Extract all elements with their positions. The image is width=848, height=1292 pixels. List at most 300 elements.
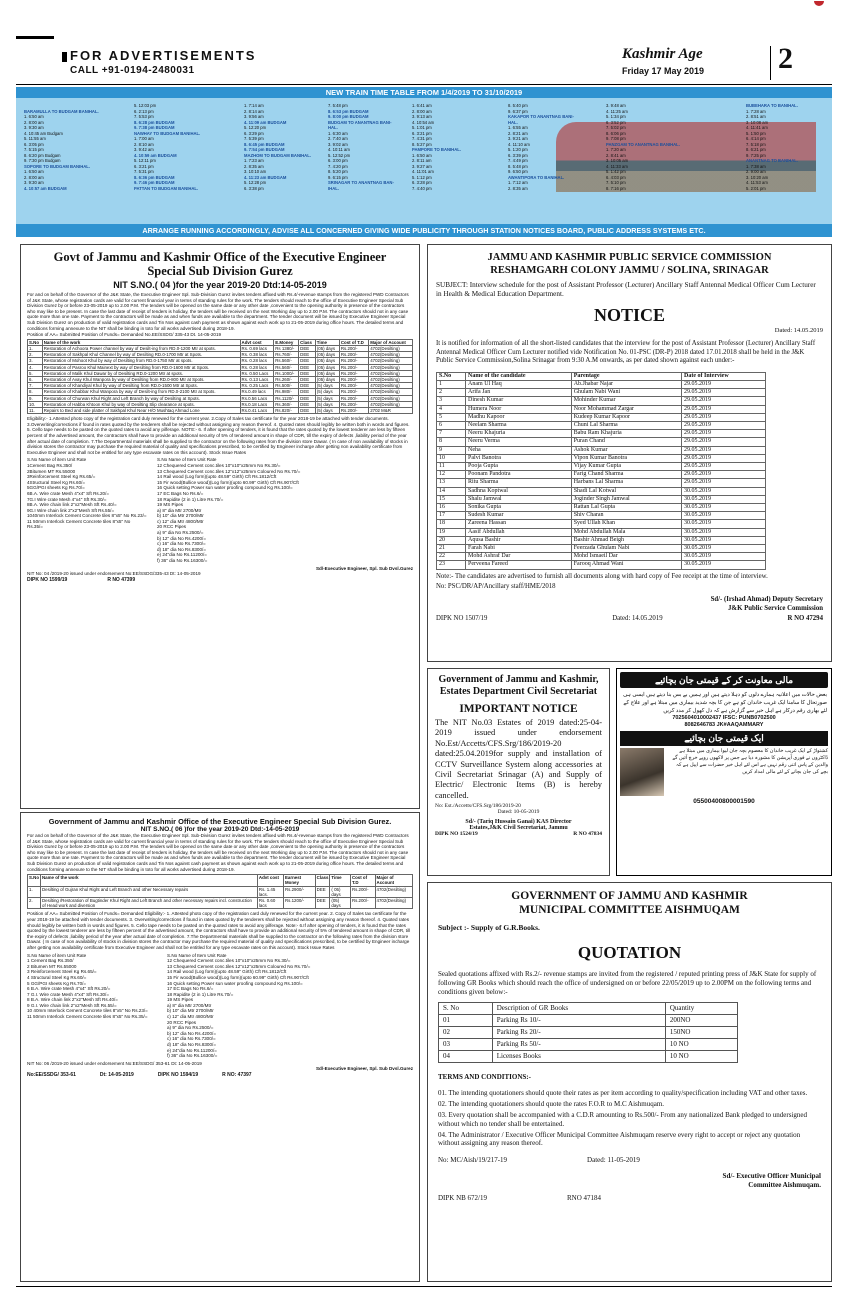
train-time-line: 2. 8:00 am [24, 174, 44, 180]
tender1-table-header-cell: Advt cost [240, 339, 274, 345]
psc-table-row [437, 446, 766, 454]
tender1-table-cell: (5) days [315, 383, 339, 389]
tender2-table-cell: Rs. 0.60 lacs [257, 897, 283, 908]
train-time-line: 8. 5:40 pm [508, 103, 528, 108]
municipal-table-cell: 200NO [665, 1015, 737, 1027]
train-time-line: 2. 8:14 am [244, 108, 264, 114]
train-time-line: 4. 11:33 am [606, 163, 628, 169]
tender1-table-cell: DEE [299, 383, 316, 389]
estates-dipk: DIPK NO 1524/19 [435, 831, 478, 838]
psc-table-row [437, 438, 766, 446]
train-time-line: HAL. [328, 125, 338, 130]
tender1-table-cell: Repairs to Bed and side platter of Sakhpal Khul Near H/O Mushtaq Ahmad Lone [42, 407, 240, 413]
tender1-table-cell: Rs.200/- [339, 376, 368, 382]
tender1-table-cell: Rs. 0.50 Lacs [240, 370, 274, 376]
psc-table-cell: 14 [437, 487, 466, 495]
tender2-table-cell: Rs. 1.45 lacs. [257, 886, 283, 897]
psc-table-cell: Feerzada Ghulam Nabi [571, 545, 681, 553]
train-time-line: 6. 3:00 pm [328, 158, 348, 163]
municipal-table-cell: Parking Rs 10/- [492, 1015, 665, 1027]
municipal-title1: GOVERNMENT OF JAMMU AND KASHMIR [511, 890, 748, 902]
psc-table-cell: Shiv Charan [571, 512, 681, 520]
train-time-line: 7. 5:18 pm [746, 141, 766, 147]
municipal-ro: RNO 47184 [567, 1193, 602, 1202]
tender1-table-cell: Rs.980/- [274, 389, 299, 395]
ad-block [70, 48, 256, 76]
stock-rate-line: 6 B.A. Wire crate Mesh 4"x4" Sft Rs.20/= [27, 986, 111, 992]
stock-rate-line: e) 24"dia No Rs.11200/= [157, 552, 207, 558]
tender1-table-cell: 2702 M&R [369, 407, 413, 413]
train-timetable [16, 87, 832, 237]
psc-table-header-cell: Name of the candidate [466, 372, 572, 380]
train-time-line: 1. 6:41 am [412, 103, 432, 108]
train-time-line: 4. 11:53 am [746, 180, 768, 185]
tender2-table-header-cell: Time [330, 875, 351, 886]
psc-table-cell: 13 [437, 479, 466, 487]
train-time-line: 7. 4:20 pm [328, 163, 348, 169]
paper-date: Friday 17 May 2019 [622, 66, 705, 76]
psc-sign-block [436, 596, 823, 613]
tender1-table-cell: 4. [28, 364, 43, 370]
train-time-line: 9. 7:54 pm BUDGAM [244, 147, 285, 152]
tender1-position: Position of AA= Submitted Position of Funds= Demanded No.EE/SSDG/ 335-43 Dt. 14-05-2019 [27, 332, 222, 338]
tender1-intro: For and on behalf of the Governor of the J&K State, the Executive Engineer Spl. Sub-Division Gurez invites tenders affixed with Rs.4/-revenue stamps from the registered PWD Contractors of J&K State, whose registration cards are valid for current financial year in terms of standing rules for the work. The tenders should reach to the office of Executive Engineer Special Sub Division Gurez by or before 23-05-2019 up to 2.00 P.M. The tenders will be opened on the same date or any other date ,convenient to the opening authority in presence of the contractors who may like to be present. In case the last date of receipt of tenders is holiday, the tenders will be received on the next Working day up to 2.00 P.M. The contractors should not in any case quote more than one rate. Payment to the contractors will be made as and when funds are available to the department. The tender document will be issued by Executive Engineer Special Sub Division Gurez on production of valid registration cards and Tin Nos against cash payment as shown against each work up to 21-05-2019 during office hours. The detailed terms and conditions forming annexure to the NIT shall be binding in toto for all works advertised during 2018-19. [27, 292, 409, 331]
tender2-table-cell: Rs.200/- [350, 886, 375, 897]
tender1-sign: Sd/-Executive Engineer, Spl. Sub Dvsl.Gurez [315, 565, 413, 571]
stock-rate-line: 10 40mm Interlock Cement Concrete tiles 8"x5" No Rs.23/= [27, 1008, 148, 1014]
train-col-5 [412, 103, 461, 191]
train-time-line: 1. 6:30 am [328, 130, 348, 136]
train-time-line: IHAL. [328, 185, 339, 191]
psc-table-header-cell: Parentage [571, 372, 681, 380]
stock-rate-line: a) 8" dia Mtr 2700/Mtr [167, 1002, 212, 1008]
municipal-table-cell: Parking Rs 20/- [492, 1027, 665, 1039]
stock-rate-line: 2Bitumen MT Rs.55000 [27, 468, 76, 474]
psc-table-cell: Shadi Lal Kotwal [571, 487, 681, 495]
stock-rate-line: d) 18" dia No Rs.8300/= [167, 1042, 217, 1048]
psc-sign1: Sd/- (Irshad Ahmad) Deputy Secretary [710, 596, 823, 604]
psc-table-cell: 10 [437, 454, 466, 462]
stock-rate-line: 15 Fir wood(Bullice wood)(Log form)(upto 60.99" Girth) Cft Rs.907/Cft [157, 479, 299, 485]
psc-table-cell: 30.05.2019 [682, 520, 766, 528]
psc-table-cell: 29.05.2019 [682, 380, 766, 388]
tender2-rates2 [167, 953, 413, 1059]
tender1-table-cell: (5) days [315, 389, 339, 395]
train-time-line: 5. 1:01 pm [412, 125, 432, 130]
tender1-table-cell: DEE [299, 364, 316, 370]
psc-table-cell: 29.05.2019 [682, 413, 766, 421]
tender1-table-cell: Restoration of Avay Khul Wanpora by way of Desilting from RD.0-800 Mtr at Spots. [42, 376, 240, 382]
train-time-line: 6. 4:03 pm [606, 174, 626, 180]
tender1-rates2 [157, 457, 413, 563]
tender1-table-cell: DEE [299, 395, 316, 401]
stock-rate-line: 20 RCC Pipes [167, 1019, 197, 1025]
psc-table-cell: Aqusa Bashir [466, 536, 572, 544]
psc-table-cell: Mohd Ashraf Dar [466, 553, 572, 561]
psc-table-cell: Farooq Ahmad Wani [571, 561, 681, 569]
train-time-line: 2. 8:11 am [412, 158, 432, 163]
psc-table-cell: 29.05.2019 [682, 389, 766, 397]
train-time-line: NAWHAY TO BUDGAM BANIHAL. [134, 130, 201, 136]
masthead-bottom-rule [16, 84, 832, 85]
psc-table-cell: 11 [437, 463, 466, 471]
train-time-line: 9. 7:38 pm BUDGAM [134, 125, 175, 130]
train-time-line: 8. 6:21 pm [746, 147, 766, 152]
estates-title: Government of Jammu and Kashmir, Estates Department Civil Secretariat [438, 674, 599, 697]
tender1-table-header-cell: E.Money [274, 339, 299, 345]
tender2-table-cell: 4702(Desilting) [375, 886, 412, 897]
psc-table-cell: 18 [437, 520, 466, 528]
train-time-line: PATTAN TO BUDGAM BANIHAL. [134, 185, 199, 191]
municipal-no-row [438, 1156, 821, 1164]
stock-rate-line: 6B.A. Wire crate Mesh 4"x4" Sft Rs.20/= [27, 490, 110, 496]
psc-table-header-cell: S.No [437, 372, 466, 380]
train-time-line: 4. 10:57 am BUDGAM [24, 185, 67, 191]
stock-rate-line: 16 Quick setting Power sun water proofing compound Kg Rs.100/= [157, 485, 293, 491]
municipal-body: Sealed quotations affixed with Rs.2/- revenue stamps are invited from the registered / reputed printing press of J&K State for supply of following GR Books which should reach the office of undersigned on or before 22/05/2019 up to 2.00PM on the following terms and conditions given below:- [438, 970, 817, 996]
train-time-line: 1. 7:12 am [508, 180, 528, 185]
psc-dated: Dated: 14.05.2019 [774, 327, 823, 334]
stock-rate-line: b) 12" dia No Rs.4200/= [157, 535, 207, 541]
tender1-table-cell: Rs 1380/- [274, 345, 299, 351]
tender1-table-cell: Rs. 0.28 lacs [240, 364, 274, 370]
train-time-line: 3. 10:20 am [746, 174, 769, 180]
estates-sign1: Sd/- (Tariq Hussain Ganai) KAS Director [465, 819, 572, 826]
train-time-line: 1. 6:50 am [24, 114, 44, 119]
municipal-terms-title: TERMS AND CONDITIONS:- [438, 1073, 531, 1082]
stock-rate-line: c) 12" dia Mtr 4800/Mtr [157, 518, 204, 524]
stock-rate-line: S.No Name of item Unit Rate [27, 457, 87, 463]
train-time-line: 4. 10:59 am BUDGAM [134, 152, 177, 158]
tender1-table-cell: Restoration of Pasroo Khul Mainext by way of Desilting from RD.0-1600 Mtr at Spots. [42, 364, 240, 370]
psc-table [436, 372, 766, 570]
psc-table-cell: Harbans Lal Sharma [571, 479, 681, 487]
train-time-line: 4. 11:10 am [508, 141, 530, 147]
appeal-tag: JK#AAQAMMARY [716, 722, 764, 728]
stock-rate-line: c) 16" dia No Rs.7300/= [157, 541, 206, 547]
tender1-table-cell: 4702(Desilting) [369, 383, 413, 389]
tender1-table-cell: (05) days [315, 345, 339, 351]
tender1-table-cell: Rs.760/- [274, 352, 299, 358]
municipal-sign2: Committee Aishmuqam. [748, 1180, 821, 1189]
stock-rate-line: S.No Name of Item Unit Rate [157, 457, 217, 463]
municipal-title2: MUNICIPAL COMMITTEE AISHMUQAM [519, 904, 740, 916]
stock-rate-line: f) 36" dia No Rs.16300/= [157, 558, 208, 564]
tender1-table-cell: DEE [299, 352, 316, 358]
psc-table-cell: Mohd Ismaeil Dar [571, 553, 681, 561]
train-time-line: 2. 8:00 am [412, 108, 432, 114]
train-time-line: 8. 5:20 pm [328, 169, 348, 174]
psc-table-cell: 29.05.2019 [682, 454, 766, 462]
train-time-line: 1. 6:55 am [508, 125, 528, 130]
municipal-dipk: DIPK NB 672/19 [438, 1193, 488, 1202]
stock-rate-line: 7G.I Wire crate Mesh 4"x4" Sft Rs.30/= [27, 496, 107, 502]
stock-rate-line: 3Reinforcement Steel Kg Rs.65/= [27, 474, 96, 480]
psc-table-cell: 4 [437, 405, 466, 413]
psc-table-cell: Shalu Jamwal [466, 495, 572, 503]
psc-table-row [437, 487, 766, 495]
tender2-table-header-cell: Advt cost [257, 875, 283, 886]
psc-table-cell: Sonika Gupta [466, 504, 572, 512]
tender1-table-cell: Rs.200/- [339, 383, 368, 389]
tender-gurez-06 [20, 812, 420, 1282]
municipal-table-cell: 03 [439, 1039, 493, 1051]
tender1-table-cell: Rs. 0.38 lacs [240, 352, 274, 358]
tender1-table-cell: Rs.200/- [339, 389, 368, 395]
tender1-table-header-cell: Class [299, 339, 316, 345]
stock-rate-line: 5 GG/PGI sheets Kg Rs.70/= [27, 980, 87, 986]
tender2-table-cell: ( 05) days [330, 886, 351, 897]
tender1-table-cell: 3. [28, 358, 43, 364]
psc-table-cell: 30.05.2019 [682, 536, 766, 544]
tender2-table-row [28, 897, 413, 908]
train-time-line: 2. 8:51 am [746, 114, 766, 119]
municipal-table-header-cell: Quantity [665, 1003, 737, 1015]
stock-rate-line: 17 EC Bags No Rs.6/= [167, 986, 214, 992]
tender1-table-cell: 4702(Desilting) [369, 376, 413, 382]
psc-table-row [437, 380, 766, 388]
stock-rate-line: S.No Name of item Unit Rate [27, 952, 87, 958]
tender2-dipk: DIPK NO 1594/19 [157, 1072, 199, 1078]
psc-table-cell: 3 [437, 397, 466, 405]
train-time-line: 1. 7:28 am [746, 108, 766, 114]
tender1-table-cell: Rs.560/- [274, 364, 299, 370]
train-time-line: 1. 7:38 am [746, 163, 766, 169]
train-time-line: 2. 8:35 am [244, 163, 264, 169]
psc-table-row [437, 536, 766, 544]
tender-gurez-04 [20, 244, 420, 809]
psc-table-cell: Joginder Singh Jamwal [571, 495, 681, 503]
tender2-table-header-cell: Major of Account [375, 875, 412, 886]
tender1-table-cell: Rs.500/- [274, 383, 299, 389]
psc-table-cell: 1 [437, 380, 466, 388]
tender1-footer [27, 577, 413, 583]
tender1-table-cell: 4702(Desilting) [369, 352, 413, 358]
psc-table-cell: 29.05.2019 [682, 463, 766, 471]
train-time-line: 8. 6:36 pm BUDGAM [134, 174, 175, 180]
psc-table-cell: 30.05.2019 [682, 553, 766, 561]
stock-rate-line: 1 Cement Bag Rs.350/ [27, 958, 74, 964]
tender1-table-cell: Rs.0.49 lacs [240, 389, 274, 395]
tender1-table-cell: Restoration of Sakhpal Khul Channel by way of Desilting RD.0-1700 Mtr at Spots. [42, 352, 240, 358]
psc-table-row [437, 528, 766, 536]
psc-table-row [437, 479, 766, 487]
tender2-table-cell: 4702(Desilting) [375, 897, 412, 908]
ad-block-marker [62, 52, 67, 62]
train-time-line: 5. 2:01 pm [746, 185, 766, 191]
paper-name: Kashmir Age [622, 46, 703, 62]
psc-table-cell: 16 [437, 504, 466, 512]
tender2-table-cell: DEE [315, 886, 330, 897]
train-time-line: 5. 12:20 pm [244, 125, 267, 130]
psc-table-cell: 7 [437, 430, 466, 438]
psc-table-cell: 20 [437, 536, 466, 544]
tender1-table-cell: (5) days [315, 401, 339, 407]
tender2-table-header-cell: Earnest Money [284, 875, 316, 886]
psc-table-row [437, 422, 766, 430]
train-time-line: 6. 3:39 pm [508, 152, 528, 158]
stock-rate-line: 9G.I Wire chain link 2"x2"Mesh Sft Rs.55/= [27, 507, 115, 513]
tender1-table-header-cell: Time [315, 339, 339, 345]
tender2-table-header-cell: S.No [28, 875, 41, 886]
tender2-table-header-row [28, 875, 413, 886]
tender2-table-row [28, 886, 413, 897]
stock-rate-line: 1040mm Interlock Cement Concrete tiles 8"x5" No Rs.23/= [27, 513, 147, 519]
train-time-line: 3. 10:08 am [746, 119, 769, 125]
tender1-table-cell: (05) days [315, 376, 339, 382]
stock-rate-line: 18 Rapidite (2 in 1) Litre Rs.70/= [167, 991, 234, 997]
train-time-line: 5. 12:03 pm [134, 103, 157, 108]
train-time-line: 3. 9:21 am [508, 136, 528, 141]
tender1-table-cell: Restoration of Churwan Khul Right and Left Branch by way of Desilting at Spots. [42, 395, 240, 401]
stock-rate-line: 12 Chequered Cement conc.tiles 10"x10"x25mm No Rs.30/= [167, 958, 291, 964]
tender1-table-cell: 1. [28, 345, 43, 351]
stock-rate-line: 12 Chequered Cement conc.tiles 10"x10"x25mm No Rs.30/= [157, 462, 281, 468]
tender1-table-cell: Rs.200/- [339, 401, 368, 407]
corner-mark [814, 0, 824, 6]
train-time-line: 7. 5:48 pm [328, 103, 348, 108]
train-time-line: 2. 8:35 am [508, 185, 528, 191]
tender1-table-cell: Rs. 0.28 lacs [240, 358, 274, 364]
psc-table-cell: Ritu Sharma [466, 479, 572, 487]
tender1-table-cell: (05) days [315, 364, 339, 370]
train-time-line: 4. 10:45 am Budgam [24, 130, 63, 136]
train-time-line: 6. 3:29 pm [244, 130, 264, 136]
train-time-line: 5. 12:11 pm [134, 158, 156, 163]
tender1-table-cell: DEE [299, 358, 316, 364]
psc-table-cell: 29.05.2019 [682, 405, 766, 413]
stock-rate-line: 11 50mm Interlock Cement Concrete tiles 8"x5" No Rs.35/= [27, 518, 131, 530]
municipal-table-cell: 150NO [665, 1027, 737, 1039]
train-time-line: 1. 6:50 am [24, 169, 44, 174]
appeal-photo [620, 748, 664, 796]
train-time-line: 6. 3:28 pm [412, 180, 432, 185]
tender1-table-cell: 4702(Desilting) [369, 395, 413, 401]
tender1-table-cell: Rs.200/- [339, 358, 368, 364]
psc-table-cell: 29.05.2019 [682, 397, 766, 405]
train-time-line: 4. 11:09 am BUDGAM [244, 119, 287, 125]
tender1-table-cell: Rs.0.56 Lacs [240, 395, 274, 401]
psc-table-row [437, 405, 766, 413]
psc-table-cell: 30.05.2019 [682, 495, 766, 503]
train-time-line: 3. 9:02 am [328, 141, 348, 147]
psc-table-row [437, 553, 766, 561]
psc-table-cell: 30.05.2019 [682, 504, 766, 512]
tender2-table-header-cell: Name of the work [41, 875, 258, 886]
tender1-table-cell: Rs.200/- [339, 345, 368, 351]
tender1-table-cell: 4702(Desilting) [369, 364, 413, 370]
municipal-dated: Dated: 11-05-2019 [587, 1156, 640, 1165]
tender1-table-cell: 4702(Desilting) [369, 370, 413, 376]
stock-rate-line: 13 Chequered Cement conc.tiles 12"x12"x25mm Coloured No Rs.70/= [157, 468, 301, 474]
estates-notice [427, 668, 610, 876]
psc-table-cell: Sadhna Koptwal [466, 487, 572, 495]
psc-table-cell: 30.05.2019 [682, 487, 766, 495]
train-time-line: 4. 11:23 am BUDGAM [244, 174, 287, 180]
train-time-line: 1. 7:23 am [244, 158, 264, 163]
stock-rate-line: 8 B.A. Wire chain link 2"x2"Mesh Sft Rs.40/= [27, 997, 118, 1003]
tender1-table-cell: DEE [299, 389, 316, 395]
stock-rate-line: a) 8" dia Mtr 2700/Mtr [157, 507, 202, 513]
psc-table-cell: 2 [437, 389, 466, 397]
psc-table-row [437, 495, 766, 503]
municipal-table-cell: 04 [439, 1051, 493, 1063]
stock-rate-line: b) 10" dia Mtr 2700/Mtr [157, 513, 204, 519]
train-time-line: 3. 9:42 am [134, 147, 154, 152]
train-time-line: 9. 7:08 pm [606, 136, 626, 141]
psc-table-cell: 30.05.2019 [682, 561, 766, 569]
train-time-line: 9. 7:30 pm Budgam [24, 158, 61, 163]
train-time-line: 1. 7:14 am [244, 103, 264, 108]
psc-table-cell: 5 [437, 413, 466, 421]
tender1-table-cell: 7. [28, 383, 43, 389]
psc-table-cell: Puran Chand [571, 438, 681, 446]
train-time-line: 6. 2:13 pm [134, 108, 154, 114]
train-time-line: 3. 10:05 am [606, 158, 629, 163]
train-time-line: 9. 7:25 pm [746, 152, 766, 158]
tender2-table-cell: Rs.1200/- [284, 897, 316, 908]
tender1-table-header-cell: S.No [28, 339, 43, 345]
psc-table-cell: Rattan Lal Gupta [571, 504, 681, 512]
psc-table-cell: Dinesh Kumar [466, 397, 572, 405]
estates-footer [435, 831, 602, 837]
train-time-line: AWANTIPORA TO BANIHAL. [508, 174, 565, 180]
tender2-table-header-cell: Class [315, 875, 330, 886]
tender2-footer [27, 1072, 413, 1078]
train-time-line: 4. 11:01 am [412, 169, 434, 174]
appeal-account2: 05500400800001590 [693, 798, 755, 805]
tender1-ref: NIT No: 04 /2019-20 issued under endorsement No:EE/SSDG/335-43 Dt: 14-05-2019 [27, 571, 201, 577]
psc-table-cell: Neha [466, 446, 572, 454]
psc-table-row [437, 397, 766, 405]
train-time-line: 7. 5:39 pm [244, 136, 264, 141]
train-time-line: 8. 7:16 pm [606, 185, 626, 191]
tender2-title: Government of Jammu and Kashmir Office of the Executive Engineer Special Sub Division Gurez. [48, 817, 392, 826]
psc-table-cell: Ghulam Nabi Wani [571, 389, 681, 397]
tender2-intro: For and on behalf of the Governor of the J&K State, the Executive Engineer Spl. Sub-Division Gurez invites tenders affixed with Rs.4/-revenue stamps from the registered PWD Contractors of J&K State, whose registration cards are valid for current financial year in terms of standing rules for the work. The tenders should reach to the office of Executive Engineer Special Sub Division Gurez by or before 23-05-2019 up to 2.00 P.M. The tenders will be opened on the same date or any other date ,convenient to the opening authority in presence of the contractors who may like to be present. In case the last date of receipt of tenders is holiday, the tenders will be received on the next Working day up to 2.00 P.M. The contractors should not in any case quote more than one rate. Payment to the contractors will be made as and when funds are available to the department. The tender document will be issued by Executive Engineer Special Sub Division Gurez on production of valid registration cards and Tin Nos against cash payment as shown against each work up to 21-05-2019 during office hours. The detailed terms and conditions forming annexure to the NIT shall be binding in toto for all works advertised during 2018-19. [27, 833, 409, 872]
tender1-table-cell: 2. [28, 352, 43, 358]
municipal-no: No: MC/Aish/19/217-19 [438, 1156, 508, 1165]
tender1-table-cell: 11. [28, 407, 43, 413]
ad-label: FOR ADVERTISEMENTS [70, 48, 257, 63]
train-time-line: 9. 7:46 pm BUDGAM [134, 180, 175, 185]
psc-table-row [437, 512, 766, 520]
stock-rate-line: 19 MS Pipes [157, 502, 184, 508]
tender1-table-cell: (05) days [315, 370, 339, 376]
municipal-term: 03. Every quotation shall be accompanied with a C.D.R amounting to Rs.500/- From any nationalized Bank pledged to undersigned without which no tender shall be entertained. [438, 1110, 807, 1128]
stock-rate-line: 8B.A. Wire chain link 2"x2"Mesh Sft Rs.40/= [27, 502, 117, 508]
stock-rate-line: 4 Structural Steel Kg Rs.60/= [27, 974, 87, 980]
train-time-line: 2. 8:10 am [134, 141, 154, 147]
estates-ro: R NO 47834 [573, 831, 602, 838]
train-time-line: 3. 9:27 am [412, 163, 432, 169]
psc-heading: NOTICE [593, 305, 665, 325]
masthead-vline [770, 46, 771, 80]
train-time-line: 5. 1:12 pm [412, 174, 432, 180]
psc-table-cell: Kudeep Kumar Kapoor [571, 413, 681, 421]
tender1-table-cell: Restoration of Mohoot Khul by way of Desilting from RD.0-1750 Mtr at spots. [42, 358, 240, 364]
municipal-table-cell: Licenses Books [492, 1051, 665, 1063]
train-time-line: 3. 9:30 am [24, 180, 44, 185]
train-time-line: 2. 8:21 am [508, 130, 528, 136]
train-time-line: 9. 6:50 pm [508, 169, 528, 174]
tender2-rates-wrap [27, 953, 413, 1059]
tender2-table-cell: Desilting of Gujran Khul Right and Left Branch and other Necessary repairs [41, 886, 258, 897]
psc-table-cell: 17 [437, 512, 466, 520]
psc-table-cell: Babu Ram Khajuria [571, 430, 681, 438]
train-time-line: 9. 8:00 pm BUDGAM [328, 114, 369, 119]
tender1-table-cell: 4702(Desilting) [369, 389, 413, 395]
